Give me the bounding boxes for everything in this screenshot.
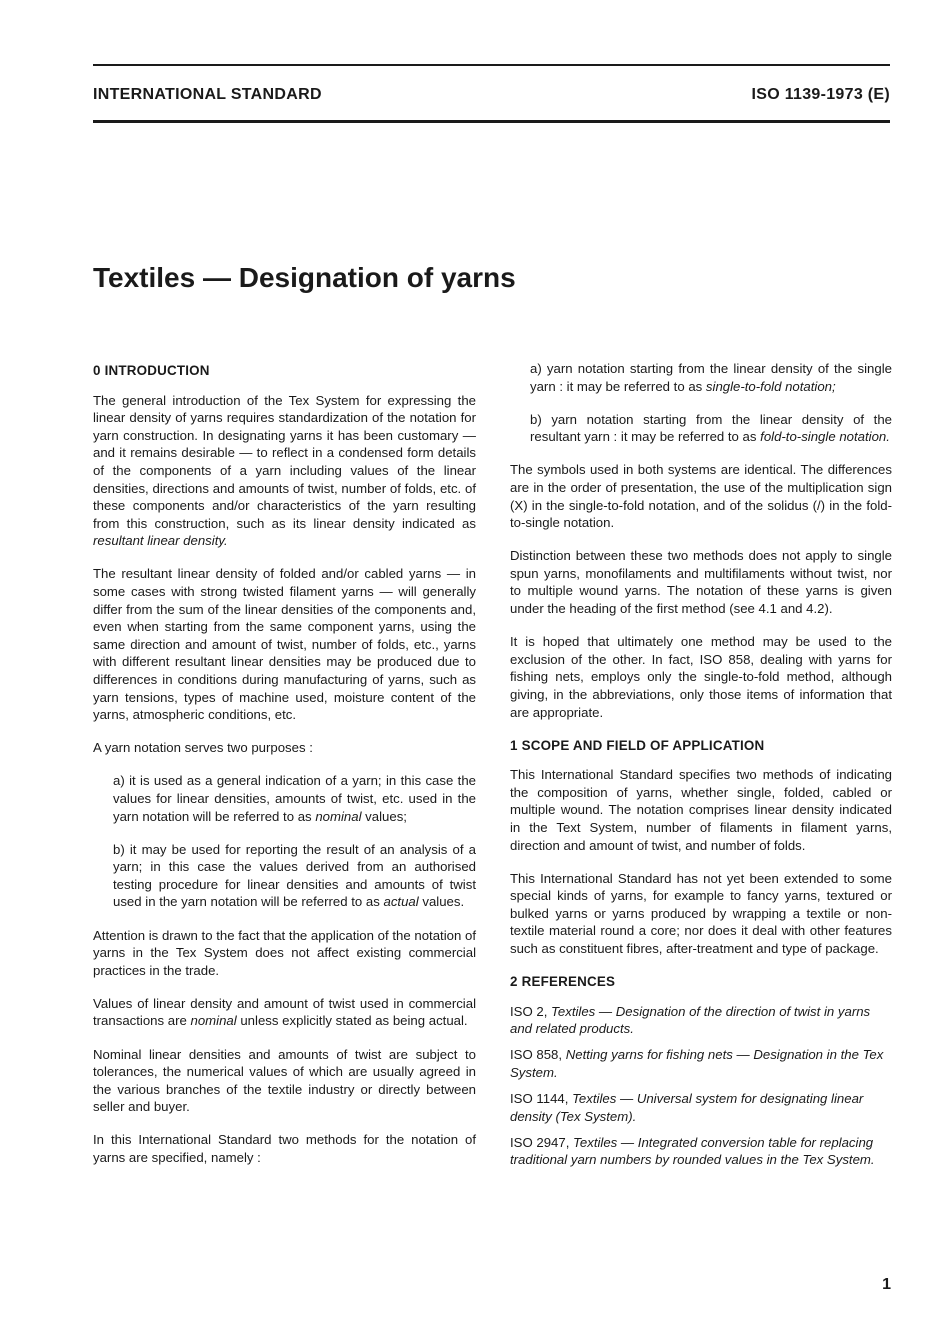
scope-paragraph-1: This International Standard specifies two methods of indicating the composition of yarns, whether single, folded, cabled or multiple wound. The notation comprises linear density indicated in the Text System, number of filaments in filament yarns, direction and amount of twist, and number of folds. <box>510 767 892 853</box>
standard-number: ISO 1139-1973 (E) <box>751 86 890 103</box>
right-column <box>510 360 892 1177</box>
purpose-item-b: b) it may be used for reporting the result of an analysis of a yarn; in this case the values derived from an authorised testing procedure for linear densities and amounts of twist used in the yarn notation will be referred to as actual values. <box>113 841 476 910</box>
intro-paragraph-8: The symbols used in both systems are identical. The differences are in the order of presentation, the use of the multiplication sign (X) in the single-to-fold notation, and of the solidus (/) in the fold-to-single notation. <box>510 462 892 531</box>
scope-paragraph-2: This International Standard has not yet been extended to some special kinds of yarns, for example to fancy yarns, textured or bulked yarns or yarns produced by wrapping a textile or non-textile material round a core; nor does it deal with other features such as constituent fibres, after-treatment and type of package. <box>510 870 892 957</box>
intro-paragraph-4: Attention is drawn to the fact that the application of the notation of yarns in the Tex System does not affect existing commercial practices in the trade. <box>93 927 476 978</box>
header-bottom-rule <box>93 120 890 123</box>
intro-paragraph-5: Values of linear density and amount of twist used in commercial transactions are nominal unless explicitly stated as being actual. <box>93 995 476 1029</box>
intro-paragraph-1: The general introduction of the Tex System for expressing the linear density of yarns requires standardization of the notation for yarn construction. In designating yarns it has been customary — and it remains desirable — to reflect in a condensed form details of the components of a yarn including values of the linear densities, directions and amounts of twist, number of folds, etc. of these components and/or characteristics of the yarn resulting from this construction, such as its linear density indicated as resultant linear density. <box>93 392 476 549</box>
intro-paragraph-7: In this International Standard two methods for the notation of yarns are specified, namely : <box>93 1132 476 1165</box>
header-top-rule <box>93 64 890 66</box>
intro-paragraph-9: Distinction between these two methods does not apply to single spun yarns, monofilaments and multifilaments without twist, nor to multiple wound yarns. The notation of these yarns is given under the heading of the first method (see 4.1 and 4.2). <box>510 548 892 617</box>
reference-item: ISO 858, Netting yarns for fishing nets — Designation in the Tex System. <box>510 1047 884 1080</box>
reference-item: ISO 2, Textiles — Designation of the direction of twist in yarns and related products. <box>510 1003 871 1037</box>
left-column <box>93 360 476 1182</box>
reference-item: ISO 2947, Textiles — Integrated conversion table for replacing traditional yarn numbers by rounded values in the Tex System. <box>510 1134 875 1168</box>
page-number: 1 <box>882 1276 891 1293</box>
page-title: Textiles — Designation of yarns <box>93 262 516 293</box>
intro-paragraph-2: The resultant linear density of folded and/or cabled yarns — in some cases with strong twisted filament yarns — will generally differ from the sum of the linear densities of the components and, even when starting from the same component yarns, using the same direction and amount of twist, number of folds, etc., yarns with different resultant linear densities may be produced due to differences in conditions during manufacturing of yarns, such as yarn tensions, types of machine used, moisture content of the yarns, atmospheric conditions, etc. <box>93 566 476 723</box>
introduction-heading: 0 INTRODUCTION <box>93 363 210 378</box>
scope-heading: 1 SCOPE AND FIELD OF APPLICATION <box>510 737 765 753</box>
intro-paragraph-6: Nominal linear densities and amounts of twist are subject to tolerances, the numerical values of which are usually agreed in the various branches of the textile industry or directly between seller and buyer. <box>93 1046 476 1115</box>
references-heading: 2 REFERENCES <box>510 974 616 990</box>
method-item-b: b) yarn notation starting from the linear density of the resultant yarn : it may be referred to as fold-to-single notation. <box>530 411 892 445</box>
reference-item: ISO 1144, Textiles — Universal system for designating linear density (Tex System). <box>510 1091 864 1124</box>
method-item-a: a) yarn notation starting from the linear density of the single yarn : it may be referred to as single-to-fold notation; <box>530 361 892 394</box>
purpose-item-a: a) it is used as a general indication of a yarn; in this case the values for linear densities, amounts of twist, etc. used in the yarn notation will be referred to as nominal values; <box>113 773 476 824</box>
intro-paragraph-3: A yarn notation serves two purposes : <box>93 740 313 756</box>
document-type-label: INTERNATIONAL STANDARD <box>93 86 322 103</box>
intro-paragraph-10: It is hoped that ultimately one method may be used to the exclusion of the other. In fact, ISO 858, dealing with yarns for fishing nets, employs only the single-to-fold method, although giving, in the abbreviations, only those items of information that are appropriate. <box>510 634 892 720</box>
